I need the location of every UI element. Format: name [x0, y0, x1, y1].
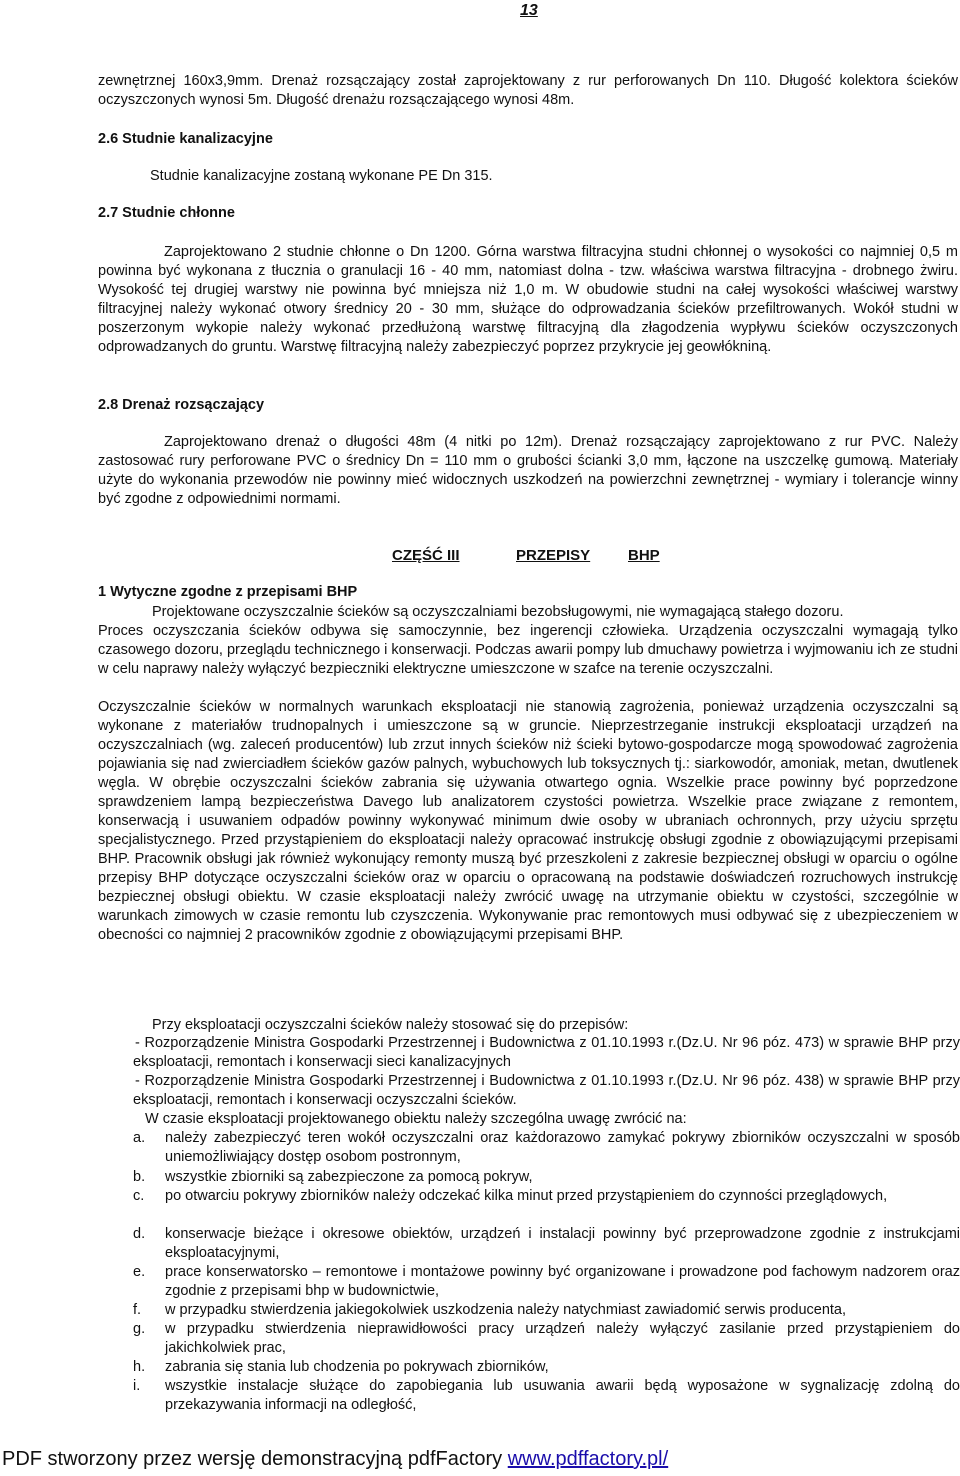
list-item [133, 1320, 960, 1358]
section-2-6-heading: 2.6 Studnie kanalizacyjne [98, 131, 273, 147]
intro-paragraph: zewnętrznej 160x3,9mm. Drenaż rozsączający został zaprojektowany z rur perforowanych Dn 110. Długość kolektora ścieków oczyszczonych wynosi 5m. Długość drenażu rozsączającego wynosi 48m. [98, 73, 958, 108]
list-text: w przypadku stwierdzenia nieprawidłowości pracy urządzeń należy wyłączyć zasilanie przed przystąpieniem do jakichkolwiek prac, [165, 1321, 960, 1356]
section-2-7-text [98, 243, 958, 357]
list-item [133, 1263, 960, 1301]
list-item [133, 1168, 960, 1187]
regulation-1: - Rozporządzenie Ministra Gospodarki Przestrzennej i Budownictwa z 01.10.1993 r.(Dz.U. Nr 96 póz. 473) w sprawie BHP przy eksploatacji, remontach i konserwacji sieci kanalizacyjnych [133, 1035, 960, 1070]
list-item [133, 1301, 960, 1320]
section-2-8-lead: Zaprojektowano drenaż o długości 48m (4 nitki po 12m). Drenaż rozsączający zaprojektowano z rur PVC. [164, 434, 905, 450]
list-marker: b. [133, 1169, 146, 1185]
list-marker: e. [133, 1264, 146, 1280]
section-2-8-text [98, 433, 958, 509]
list-marker: c. [133, 1188, 145, 1204]
footer-text: PDF stworzony przez wersję demonstracyjną pdfFactory [2, 1448, 508, 1470]
list-item [133, 1187, 960, 1206]
list-text: konserwacje bieżące i okresowe obiektów, urządzeń i instalacji powinny być przeprowadzone zgodnie z instrukcjami eksploatacyjnymi, [165, 1226, 960, 1261]
part-heading-b: PRZEPISY [516, 547, 591, 564]
list-marker: a. [133, 1130, 146, 1146]
list-text: należy zabezpieczyć teren wokół oczyszczalni oraz każdorazowo zamykać pokrywy zbiorników oczyszczalni w sposób uniemożliwiający dostęp osobom postronnym, [165, 1130, 960, 1165]
list-marker: h. [133, 1359, 146, 1375]
list-text: prace konserwatorsko – remontowe i montażowe powinny być organizowane i prowadzone pod fachowym nadzorem oraz zgodnie z przepisami bhp w budownictwie, [165, 1264, 960, 1299]
section-1-lead: Projektowane oczyszczalnie ścieków są oczyszczalniami bezobsługowymi, nie wymagającą stałego dozoru. [152, 604, 844, 620]
list-item [133, 1129, 960, 1167]
list-text: zabrania się stania lub chodzenia po pokrywach zbiorników, [165, 1359, 549, 1375]
list-text: w przypadku stwierdzenia jakiegokolwiek uszkodzenia należy natychmiast zawiadomić serwis producenta, [165, 1302, 847, 1318]
list-marker: g. [133, 1321, 146, 1337]
part-heading-a: CZĘŚĆ III [392, 547, 460, 564]
section-2-8-body: Należy zastosować rury perforowane PVC o średnicy Dn = 110 mm o grubości ścianki 3,0 mm, łączone na uszczelkę gumową. Materiały użyte do wykonania przewodów nie powinny mieć widocznych uszkodzeń na powierzchni zewnętrznej - wymiary i tolerancje winny być zgodne z odpowiednimi normami. [98, 434, 958, 507]
section-2-7-heading: 2.7 Studnie chłonne [98, 205, 235, 221]
list-item [133, 1358, 960, 1377]
section-1-heading: 1 Wytyczne zgodne z przepisami BHP [98, 584, 358, 600]
pdf-footer [2, 1448, 668, 1471]
section-2-7-lead: Zaprojektowano 2 studnie chłonne o Dn 1200. [164, 244, 471, 260]
list-marker: i. [133, 1378, 141, 1394]
section-1-paragraph-3: Przy eksploatacji oczyszczalni ścieków należy stosować się do przepisów: [152, 1017, 629, 1033]
list-text: wszystkie zbiorniki są zabezpieczone za pomocą pokryw, [165, 1169, 533, 1185]
list-text: wszystkie instalacje służące do zapobiegania lub usuwania awarii będą wyposażone w sygnalizację zdolną do przekazywania informacji na odległość, [165, 1378, 960, 1413]
list-text: po otwarciu pokrywy zbiorników należy odczekać kilka minut przed przystąpieniem do czynności przeglądowych, [165, 1188, 888, 1204]
list-marker: d. [133, 1226, 146, 1242]
list-marker: f. [133, 1302, 142, 1318]
footer-link[interactable]: www.pdffactory.pl/ [507, 1448, 669, 1470]
section-2-8-heading: 2.8 Drenaż rozsączający [98, 397, 265, 413]
list-item [133, 1225, 960, 1263]
list-item [133, 1377, 960, 1415]
regulation-2: - Rozporządzenie Ministra Gospodarki Przestrzennej i Budownictwa z 01.10.1993 r.(Dz.U. Nr 96 póz. 438) w sprawie BHP przy eksploatacji, remontach i konserwacji oczyszczalni ścieków. [133, 1073, 960, 1108]
section-1-paragraph-4: W czasie eksploatacji projektowanego obiektu należy szczególna uwagę zwrócić na: [145, 1111, 687, 1127]
section-1-paragraph-2: Oczyszczalnie ścieków w normalnych warunkach eksploatacji nie stanowią zagrożenia, ponieważ urządzenia oczyszczalni są wykonane z materiałów trudnopalnych i umieszczone są w gruncie. Nieprzestrzeganie instrukcji eksploatacji urządzeń na oczyszczalniach (wg. zaleceń producentów) lub zrzut innych ścieków niż ścieki bytowo-gospodarcze mogą spowodować zagrożenia pojawiania się nad zwierciadłem ścieków gazów palnych, wybuchowych lub toksycznych tj.: siarkowodór, amoniak, metan, dwutlenek węgla. W obrębie oczyszczalni ścieków zabrania się używania otwartego ognia. Wszelkie prace powinny być poprzedzone sprawdzeniem lampą bezpieczeństwa Davego lub analizatorem czystości powietrza. Wszelkie prace związane z remontem, konserwacją i usuwaniem odpadów powinny wykonywać minimum dwie osoby w ubraniach ochronnych, przy użyciu sprzętu specjalistycznego. Przed przystąpieniem do eksploatacji należy opracować instrukcję obsługi zgodnie z obowiązującymi przepisami BHP. Pracownik obsługi jak również wykonujący remonty muszą być przeszkoleni z zakresie bezpiecznej obsługi w oparciu o ogólne przepisy BHP dotyczące oczyszczalni ścieków oraz w oparciu o opracowaną na podstawie doświadczeń rozruchowych instrukcję bezpiecznej obsługi obiektu. W czasie eksploatacji należy zwrócić uwagę na utrzymanie obiektu w czystości, szczególnie w warunkach zimowych w czasie remontu lub czyszczenia. Wykonywanie prac remontowych musi odbywać się z ubezpieczeniem w obecności co najmniej 2 pracowników zgodnie z obowiązującymi przepisami BHP. [98, 699, 958, 943]
part-heading-c: BHP [628, 547, 660, 564]
section-2-7-body: Górna warstwa filtracyjna studni chłonnej o wysokości co najmniej 0,5 m powinna być wykonana z tłucznia o granulacji 16 - 40 mm, natomiast dolna - tzw. właściwa warstwa filtracyjna - drobnego żwiru. Wysokość tej drugiej warstwy nie powinna być mniejsza niż 1,0 m. W obudowie studni na całej wysokości właściwej warstwy filtracyjnej należy wykonać otwory średnicy 20 - 30 mm, służące do odprowadzania ścieków przefiltrowanych. Wokół studni w poszerzonym wykopie należy wykonać przedłużoną warstwę filtracyjną dla złagodzenia wypływu ścieków oczyszczonych odprowadzanych do gruntu. Warstwę filtracyjną należy zabezpieczyć poprzez przykrycie jej geowłókniną. [98, 244, 958, 355]
page-number: 13 [520, 2, 538, 19]
section-2-6-text: Studnie kanalizacyjne zostaną wykonane PE Dn 315. [150, 168, 493, 184]
section-1-paragraph-1: Proces oczyszczania ścieków odbywa się samoczynnie, bez ingerencji człowieka. Urządzenia oczyszczalni wymagają tylko czasowego dozoru, przeglądu technicznego i konserwacji. Podczas awarii pompy lub dmuchawy powietrza i wyjmowaniu ich ze studni w celu naprawy należy wyłączyć bezpieczniki elektryczne umieszczone w szafce na terenie oczyszczalni. [98, 623, 958, 677]
